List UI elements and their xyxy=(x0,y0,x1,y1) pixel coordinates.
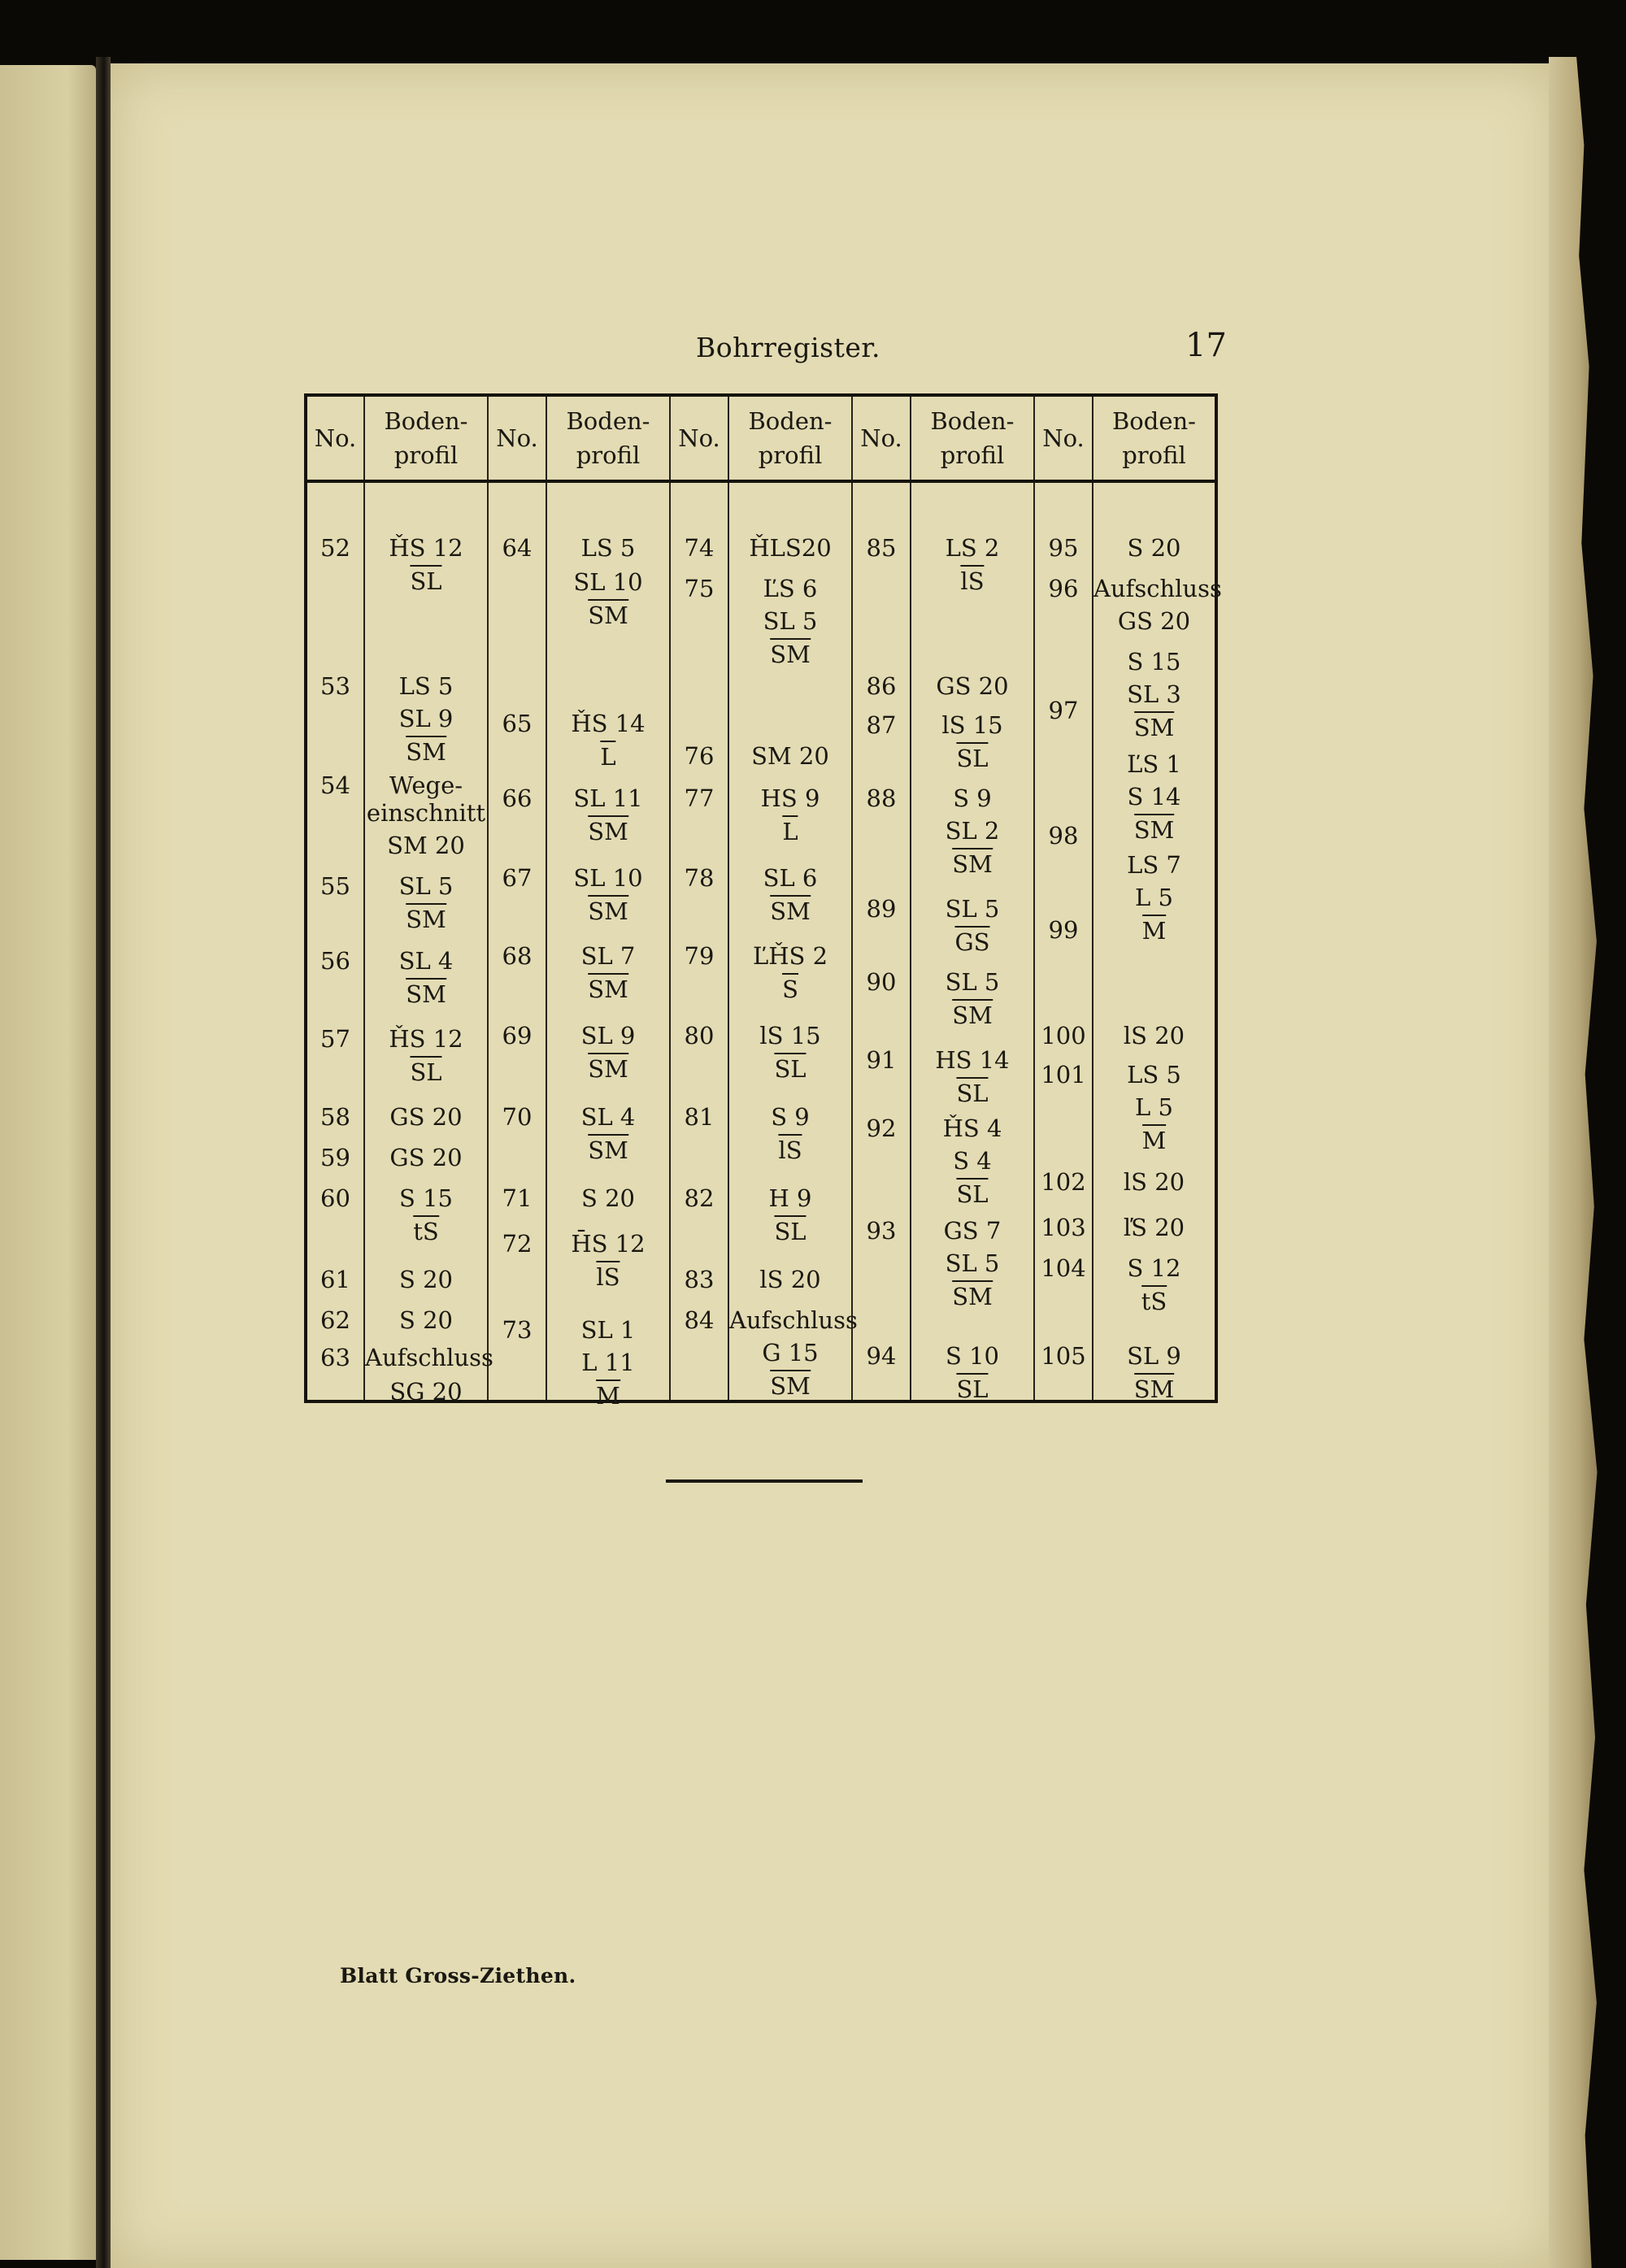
profile-lower: SM xyxy=(1134,711,1175,740)
profile-column xyxy=(546,481,670,1410)
boring-number: 68 xyxy=(502,942,533,970)
left-page-edge xyxy=(0,65,96,2260)
boring-number: 93 xyxy=(866,1217,897,1245)
soil-profile xyxy=(547,1351,669,1408)
page-number: 17 xyxy=(1185,327,1227,364)
profile-upper: Wege- xyxy=(389,771,463,799)
soil-profile xyxy=(1093,607,1215,635)
profile-upper: einschnitt xyxy=(366,799,486,827)
profile-upper: LS 5 xyxy=(398,672,454,700)
header-profile: Boden- profil xyxy=(728,395,852,481)
boring-number: 61 xyxy=(320,1266,350,1293)
soil-profile xyxy=(365,1103,487,1131)
profile-lower: SL xyxy=(774,1215,806,1244)
boring-number: 75 xyxy=(684,575,715,602)
soil-profile xyxy=(729,1341,851,1398)
profile-upper: L 5 xyxy=(1135,1093,1173,1121)
section-rule xyxy=(666,1479,863,1483)
profile-upper: S 20 xyxy=(581,1184,635,1212)
boring-number: 77 xyxy=(684,784,715,812)
soil-profile xyxy=(729,1024,851,1081)
soil-profile xyxy=(729,742,851,770)
soil-profile xyxy=(911,711,1033,772)
soil-profile xyxy=(365,771,487,799)
profile-upper: SL 4 xyxy=(580,1103,636,1131)
soil-profile xyxy=(365,707,487,764)
soil-profile xyxy=(365,834,487,858)
profile-upper: SL 3 xyxy=(1127,680,1181,708)
soil-profile xyxy=(365,1025,487,1086)
profile-upper: lS 15 xyxy=(759,1022,821,1049)
table-header-row xyxy=(306,395,1216,481)
profile-upper: Aufschluss xyxy=(729,1306,858,1334)
soil-profile xyxy=(1093,1342,1215,1403)
profile-upper: lS 20 xyxy=(1123,1168,1185,1196)
boring-number: 88 xyxy=(866,784,897,812)
soil-profile xyxy=(729,864,851,925)
boring-number: 72 xyxy=(502,1230,533,1258)
profile-upper: Aufschluss xyxy=(365,1344,493,1371)
number-column xyxy=(852,481,911,1401)
profile-lower: lS xyxy=(960,565,984,593)
soil-profile xyxy=(547,1184,669,1212)
header-no: No. xyxy=(670,395,728,481)
soil-profile xyxy=(365,1184,487,1245)
soil-profile xyxy=(911,897,1033,954)
profile-upper: HS 14 xyxy=(935,1046,1010,1074)
profile-lower: SM xyxy=(588,1053,628,1081)
soil-profile xyxy=(365,534,487,595)
profile-upper: ĽS 6 xyxy=(763,575,818,602)
profile-upper: lS 15 xyxy=(941,711,1003,739)
soil-profile xyxy=(1093,1093,1215,1154)
profile-upper: SL 7 xyxy=(580,942,636,970)
profile-lower: GS xyxy=(954,926,989,954)
soil-profile xyxy=(729,607,851,668)
profile-upper: GS 20 xyxy=(389,1144,463,1171)
boring-number: 70 xyxy=(502,1103,533,1131)
profile-upper: GS 20 xyxy=(1117,607,1191,635)
page-fore-edge xyxy=(1549,57,1599,2268)
profile-lower: SL xyxy=(956,1077,988,1106)
soil-profile xyxy=(365,872,487,933)
soil-profile xyxy=(547,712,669,769)
profile-upper: S 15 xyxy=(1127,648,1181,676)
profile-upper: SL 9 xyxy=(1127,1342,1181,1370)
soil-profile xyxy=(547,534,669,562)
profile-upper: H̄S 12 xyxy=(571,1230,646,1258)
boring-number: 100 xyxy=(1041,1022,1086,1049)
soil-profile xyxy=(547,568,669,629)
profile-upper: SL 10 xyxy=(573,568,643,596)
soil-profile xyxy=(547,864,669,925)
profile-upper: ľS 20 xyxy=(1123,1214,1185,1241)
boring-number: 56 xyxy=(320,947,350,975)
soil-profile xyxy=(547,942,669,1003)
profile-upper: SL 11 xyxy=(573,784,643,812)
profile-upper: LS 5 xyxy=(580,534,636,562)
soil-profile xyxy=(1093,886,1215,943)
profile-upper: S 20 xyxy=(399,1266,453,1293)
boring-number: 69 xyxy=(502,1022,533,1049)
boring-number: 67 xyxy=(502,864,533,892)
profile-upper: lS 20 xyxy=(759,1266,821,1293)
soil-profile xyxy=(729,942,851,1003)
profile-lower: SL xyxy=(410,1056,441,1084)
soil-profile xyxy=(911,819,1033,876)
soil-profile xyxy=(729,577,851,601)
boring-number: 59 xyxy=(320,1144,350,1171)
profile-upper: GS 7 xyxy=(943,1217,1002,1245)
boring-number: 91 xyxy=(866,1046,897,1074)
profile-lower: SM xyxy=(1134,814,1175,842)
boring-number: 84 xyxy=(684,1306,715,1334)
soil-profile xyxy=(911,1046,1033,1107)
soil-profile xyxy=(911,534,1033,595)
header-profile: Boden- profil xyxy=(364,395,488,481)
boring-number: 58 xyxy=(320,1103,350,1131)
profile-upper: SL 5 xyxy=(945,895,1000,923)
table-body-row xyxy=(306,481,1216,1401)
profile-lower: SL xyxy=(410,565,441,593)
profile-lower: SM xyxy=(588,599,628,628)
profile-lower: SM xyxy=(770,638,811,667)
soil-profile xyxy=(1093,1024,1215,1048)
soil-profile xyxy=(365,1268,487,1292)
boring-number: 97 xyxy=(1048,697,1079,724)
boring-number: 95 xyxy=(1048,534,1079,562)
soil-profile xyxy=(911,672,1033,700)
boring-number: 92 xyxy=(866,1114,897,1142)
soil-profile xyxy=(1093,851,1215,879)
profile-upper: S 20 xyxy=(399,1306,453,1334)
profile-upper: SL 6 xyxy=(763,864,818,892)
boring-number: 103 xyxy=(1041,1214,1086,1241)
number-column xyxy=(488,481,546,1401)
soil-profile xyxy=(729,1103,851,1164)
soil-profile xyxy=(911,1249,1033,1310)
profile-upper: G 15 xyxy=(762,1339,819,1366)
profile-lower: SM xyxy=(588,1134,628,1162)
profile-lower: SL xyxy=(956,742,988,771)
soil-profile xyxy=(365,672,487,700)
boring-number: 102 xyxy=(1041,1168,1086,1196)
boring-number: 52 xyxy=(320,534,350,562)
soil-profile xyxy=(365,1306,487,1334)
profile-lower: S xyxy=(782,973,798,1001)
profile-upper: H 9 xyxy=(768,1184,812,1212)
profile-upper: SL 5 xyxy=(945,1249,1000,1277)
soil-profile xyxy=(911,968,1033,1029)
soil-profile xyxy=(729,784,851,845)
boring-number: 98 xyxy=(1048,822,1079,849)
boring-number: 76 xyxy=(684,742,715,770)
profile-upper: S 4 xyxy=(953,1147,992,1175)
profile-column xyxy=(1093,481,1222,1403)
profile-lower: tS xyxy=(1141,1285,1167,1314)
soil-profile xyxy=(1093,650,1215,674)
profile-upper: L 11 xyxy=(581,1349,635,1376)
soil-profile xyxy=(547,784,669,845)
profile-upper: SL 5 xyxy=(398,872,454,900)
boring-number: 101 xyxy=(1041,1061,1086,1088)
boring-number: 57 xyxy=(320,1025,350,1053)
profile-upper: S 20 xyxy=(1127,534,1181,562)
profile-lower: L xyxy=(782,815,798,844)
profile-lower: tS xyxy=(413,1215,439,1244)
profile-upper: S 9 xyxy=(953,784,992,812)
soil-profile xyxy=(729,1184,851,1245)
header-profile: Boden- profil xyxy=(1093,395,1216,481)
profile-lower: SM xyxy=(952,848,993,876)
profile-upper: ĽS 1 xyxy=(1127,750,1181,778)
soil-profile xyxy=(365,1380,487,1404)
profile-lower: SM xyxy=(588,895,628,923)
soil-profile xyxy=(1093,1063,1215,1087)
soil-profile xyxy=(1093,534,1215,562)
soil-profile xyxy=(729,1268,851,1292)
boring-number: 64 xyxy=(502,534,533,562)
boring-number: 82 xyxy=(684,1184,715,1212)
running-title: Bohrregister. xyxy=(696,332,880,363)
profile-upper: S 12 xyxy=(1127,1254,1181,1282)
profile-lower: lS xyxy=(778,1134,802,1162)
profile-lower: M xyxy=(596,1379,620,1408)
soil-profile xyxy=(911,1342,1033,1403)
profile-upper: lS 20 xyxy=(1123,1022,1185,1049)
boring-number: 73 xyxy=(502,1316,533,1344)
boring-number: 99 xyxy=(1048,916,1079,944)
profile-upper: S 9 xyxy=(771,1103,810,1131)
boring-number: 94 xyxy=(866,1342,897,1370)
profile-lower: SM xyxy=(952,999,993,1028)
profile-upper: SL 1 xyxy=(580,1316,636,1344)
boring-number: 96 xyxy=(1048,575,1079,602)
profile-column xyxy=(728,481,858,1401)
boring-number: 60 xyxy=(320,1184,350,1212)
number-column xyxy=(1034,481,1093,1401)
boring-number: 79 xyxy=(684,942,715,970)
profile-upper: SL 5 xyxy=(763,607,818,635)
soil-profile xyxy=(911,1149,1033,1206)
boring-number: 63 xyxy=(320,1344,350,1371)
profile-upper: SG 20 xyxy=(389,1378,463,1406)
profile-upper: S 15 xyxy=(399,1184,453,1212)
boring-number: 83 xyxy=(684,1266,715,1293)
soil-profile xyxy=(729,534,851,562)
profile-lower: SL xyxy=(956,1178,988,1206)
soil-profile xyxy=(1093,575,1222,602)
profile-column xyxy=(364,481,493,1406)
header-profile: Boden- profil xyxy=(546,395,670,481)
boring-number: 66 xyxy=(502,784,533,812)
profile-lower: M xyxy=(1142,1124,1167,1153)
boring-number: 87 xyxy=(866,711,897,739)
profile-lower: SM xyxy=(406,903,446,932)
soil-profile xyxy=(911,784,1033,812)
profile-upper: SL 9 xyxy=(398,705,454,732)
profile-upper: LS 7 xyxy=(1127,851,1181,879)
boring-number: 78 xyxy=(684,864,715,892)
boring-number: 81 xyxy=(684,1103,715,1131)
soil-profile xyxy=(547,1232,669,1289)
profile-upper: ĽȞS 2 xyxy=(752,942,828,970)
boring-number: 105 xyxy=(1041,1342,1086,1370)
boring-number: 90 xyxy=(866,968,897,996)
profile-upper: Aufschluss xyxy=(1093,575,1222,602)
profile-upper: ȞLS20 xyxy=(749,534,832,562)
header-profile: Boden- profil xyxy=(911,395,1034,481)
profile-lower: SM xyxy=(588,973,628,1001)
profile-lower: SM xyxy=(588,815,628,844)
profile-upper: GS 20 xyxy=(936,672,1009,700)
soil-profile xyxy=(365,1344,493,1371)
soil-profile xyxy=(1093,1216,1215,1240)
profile-upper: ȞS 4 xyxy=(942,1114,1002,1142)
soil-profile xyxy=(1093,1254,1215,1315)
header-no: No. xyxy=(1034,395,1093,481)
boring-number: 54 xyxy=(320,771,350,799)
profile-lower: SM xyxy=(770,895,811,923)
profile-lower: SM xyxy=(1134,1373,1175,1401)
profile-upper: S 14 xyxy=(1127,783,1181,810)
boring-number: 85 xyxy=(866,534,897,562)
soil-profile xyxy=(1093,750,1215,778)
bohrregister-table xyxy=(304,393,1222,1410)
profile-upper: ȞS 12 xyxy=(389,534,463,562)
profile-lower: SM xyxy=(770,1370,811,1398)
profile-upper: HS 9 xyxy=(760,784,820,812)
profile-upper: SL 5 xyxy=(945,968,1000,996)
soil-profile xyxy=(547,1024,669,1081)
soil-profile xyxy=(911,1114,1033,1142)
soil-profile xyxy=(547,1316,669,1344)
profile-lower: L xyxy=(600,741,615,769)
boring-number: 104 xyxy=(1041,1254,1086,1282)
boring-number: 71 xyxy=(502,1184,533,1212)
profile-lower: SM xyxy=(406,978,446,1006)
boring-number: 86 xyxy=(866,672,897,700)
header-no: No. xyxy=(852,395,911,481)
profile-upper: SM 20 xyxy=(387,832,465,859)
profile-upper: SL 2 xyxy=(945,817,1000,845)
soil-profile xyxy=(365,799,487,827)
number-column xyxy=(306,481,364,1401)
book-gutter xyxy=(96,57,111,2268)
header-no: No. xyxy=(488,395,546,481)
boring-number: 80 xyxy=(684,1022,715,1049)
profile-lower: lS xyxy=(596,1261,620,1289)
profile-upper: GS 20 xyxy=(389,1103,463,1131)
soil-profile xyxy=(365,949,487,1006)
soil-profile xyxy=(729,1306,858,1334)
profile-upper: ȞS 12 xyxy=(389,1025,463,1053)
boring-number: 53 xyxy=(320,672,350,700)
profile-upper: SL 4 xyxy=(398,947,454,975)
profile-lower: SL xyxy=(774,1053,806,1081)
boring-number: 89 xyxy=(866,895,897,923)
boring-number: 55 xyxy=(320,872,350,900)
profile-column xyxy=(911,481,1034,1401)
soil-profile xyxy=(547,1103,669,1164)
profile-lower: SM xyxy=(952,1280,993,1309)
profile-lower: SL xyxy=(956,1373,988,1401)
profile-upper: LS 5 xyxy=(1127,1061,1181,1088)
soil-profile xyxy=(1093,1168,1215,1196)
soil-profile xyxy=(1093,680,1215,741)
profile-lower: M xyxy=(1142,915,1167,943)
soil-profile xyxy=(1093,785,1215,842)
soil-profile xyxy=(911,1219,1033,1243)
profile-upper: SM 20 xyxy=(751,742,829,770)
sheet-label: Blatt Gross-Ziethen. xyxy=(340,1964,576,1988)
profile-upper: ȞS 14 xyxy=(571,710,646,737)
boring-number: 74 xyxy=(684,534,715,562)
number-column xyxy=(670,481,728,1401)
profile-lower: SM xyxy=(406,736,446,764)
profile-upper: SL 9 xyxy=(580,1022,636,1049)
boring-number: 62 xyxy=(320,1306,350,1334)
boring-number: 65 xyxy=(502,710,533,737)
header-no: No. xyxy=(306,395,364,481)
profile-upper: S 10 xyxy=(946,1342,999,1370)
soil-profile xyxy=(365,1146,487,1170)
profile-upper: SL 10 xyxy=(573,864,643,892)
profile-upper: LS 2 xyxy=(945,534,1000,562)
profile-upper: L 5 xyxy=(1135,884,1173,911)
